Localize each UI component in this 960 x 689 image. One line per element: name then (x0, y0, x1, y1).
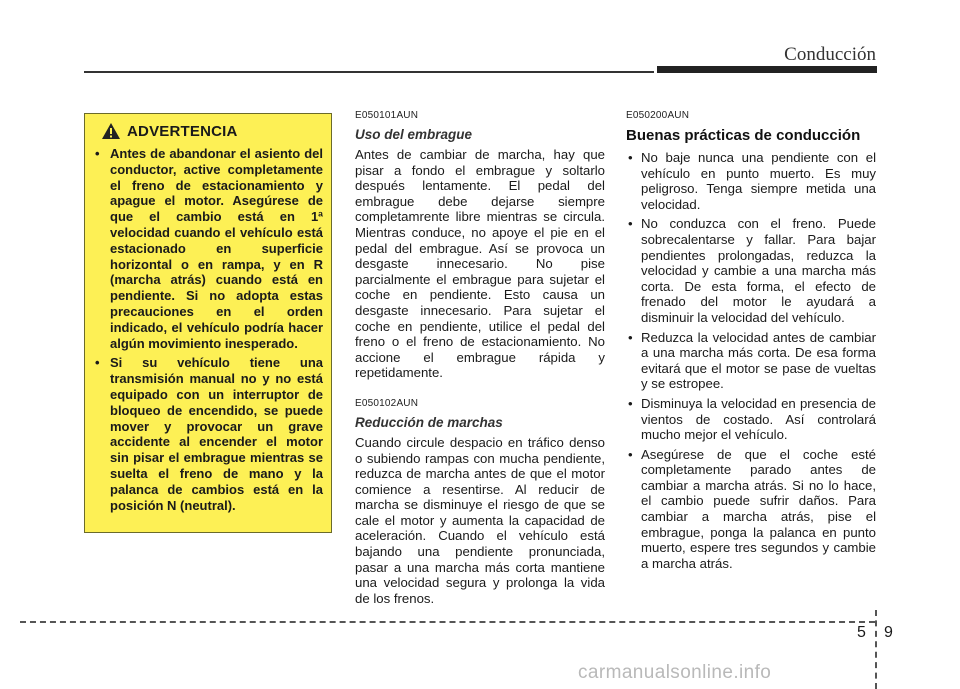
section-code: E050200AUN (626, 110, 690, 121)
warning-header (101, 122, 323, 140)
warning-item: • Si su vehículo tiene una transmisión manual no y no está equipado con un interruptor de bloqueo de encendido, se puede mover y provocar un grave accidente al encender el motor sin pisar el embrague mientras se suelta el freno de mano y la palanca de cambios está en la posición N (neutral). (93, 355, 323, 513)
list-item: • No baje nunca una pendiente con el vehículo en punto muerto. Es muy peligroso. Tenga siempre metida una velocidad. (626, 150, 876, 212)
header-rule-accent (657, 66, 877, 73)
section-title: Conducción (784, 44, 876, 65)
warning-triangle-icon (101, 122, 121, 140)
column-middle (355, 110, 605, 623)
footer-divider (875, 610, 877, 689)
section-code: E050101AUN (355, 110, 419, 121)
practices-heading: Buenas prácticas de conducción (626, 127, 861, 144)
list-item: • Disminuya la velocidad en presencia de vientos de costado. Así controlará mucho mejor el vehículo. (626, 396, 876, 443)
watermark: carmanualsonline.info (578, 662, 772, 683)
downshift-heading: Reducción de marchas (355, 414, 503, 430)
list-item: • Reduzca la velocidad antes de cambiar a una marcha más corta. De esa forma evitará que el motor se pase de vueltas y se estropee. (626, 330, 876, 392)
warning-title: ADVERTENCIA (127, 122, 238, 140)
page-number: 9 (884, 624, 893, 641)
warning-item: • Antes de abandonar el asiento del conductor, active completamente el freno de estacionamiento y apague el motor. Asegúrese de que el cambio está en 1ª velocidad cuando el vehículo está estacionado en superficie horizontal o en rampa, y en R (marcha atrás) cuando está en pendiente. Si no adopta estas precauciones en el orden indicado, el vehículo podría hacer algún movimiento inesperado. (93, 146, 323, 351)
header-rule (84, 71, 654, 73)
clutch-paragraph: Antes de cambiar de marcha, hay que pisar a fondo el embrague y soltarlo después lentamente. El pedal del embrague debe dejarse siempre completamrente libre mientras se circula. Mientras conduce, no apoye el pie en el pedal del embrague. Así se provoca un desgaste innecesario. No pise parcialmente el embrague para sujetar el coche en pendiente. Esto causa un desgaste innecesario. Para sujetar el coche en pendiente, utilice el pedal del freno o el freno de estacionamiento. No accione el embrague rápida y repetidamente. (355, 147, 605, 381)
footer-rule (20, 621, 875, 623)
clutch-heading: Uso del embrague (355, 127, 473, 142)
section-code: E050102AUN (355, 397, 419, 409)
practices-list (626, 150, 876, 571)
downshift-paragraph: Cuando circule despacio en tráfico denso o subiendo rampas con mucha pendiente, reduzca de marcha antes de que el motor comience a resentirse. Al reducir de marcha se disminuye el riesgo de que se cale el motor y aumenta la capacidad de aceleración. Cuando el vehículo está bajando una pendiente pronunciada, pasar a una marcha más corta mantiene una velocidad segura y prolonga la vida de los frenos. (355, 434, 605, 606)
chapter-number: 5 (857, 624, 866, 641)
warning-box (84, 113, 332, 533)
list-item: • Asegúrese de que el coche esté completamente parado antes de cambiar a marcha atrás. Si no lo hace, el cambio puede sufrir daños. Para cambiar a marcha atrás, pise el embrague, ponga la palanca en punto muerto, espere tres segundos y cambie a marcha atrás. (626, 447, 876, 572)
list-item: • No conduzca con el freno. Puede sobrecalentarse y fallar. Para bajar pendientes prolongadas, reduzca la velocidad y cambie a una marcha más corta. De esta forma, el efecto de frenado del motor le ayudará a disminuir la velocidad del vehículo. (626, 216, 876, 325)
warning-list (93, 146, 323, 513)
column-right (626, 110, 876, 575)
